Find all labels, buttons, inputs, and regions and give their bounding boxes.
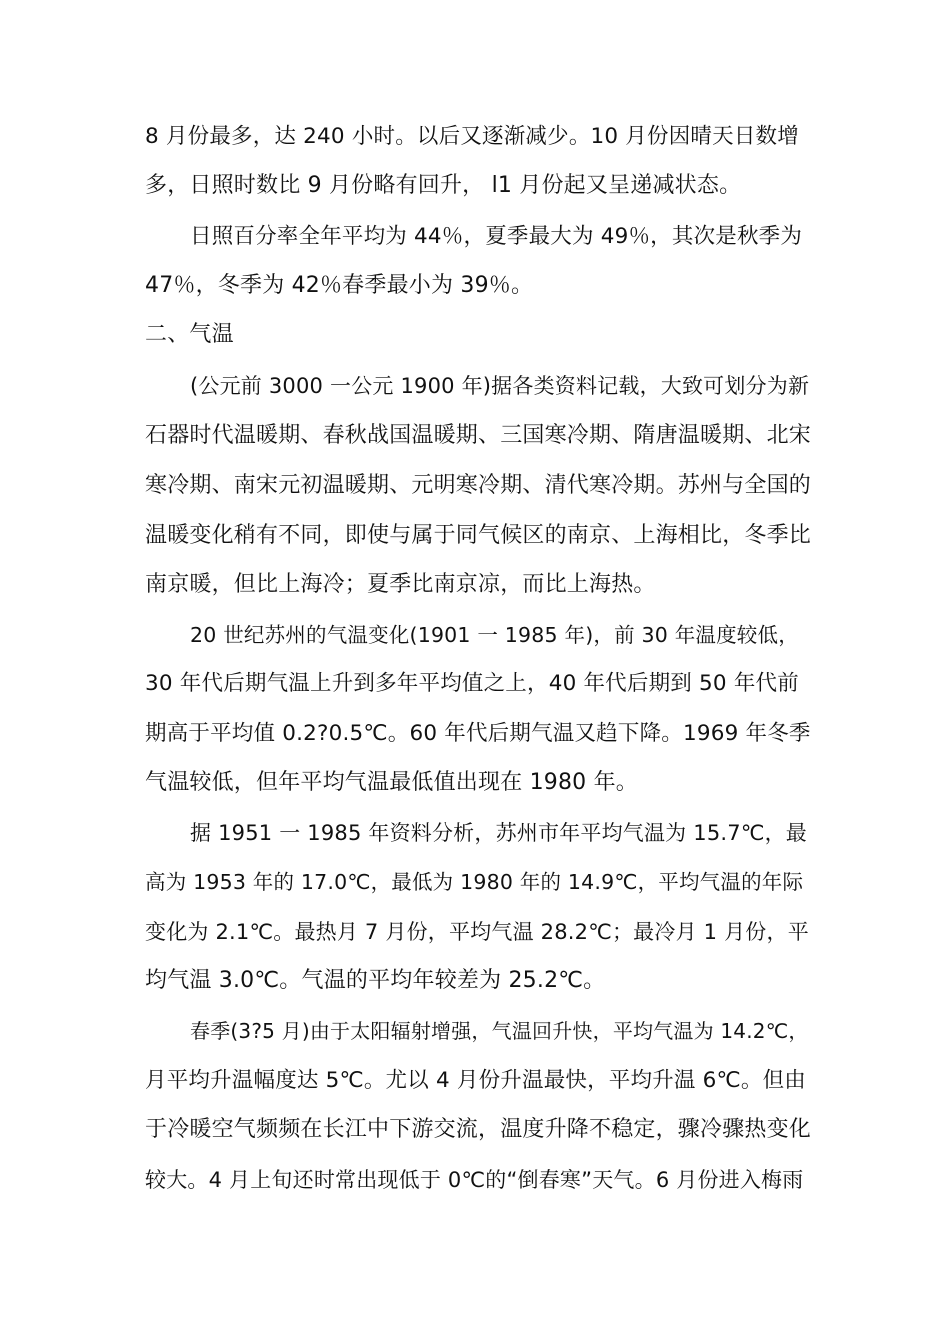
text-line: 于冷暖空气频频在长江中下游交流，温度升降不稳定，骤冷骤热变化	[145, 1117, 812, 1142]
paragraph-first-line: 日照百分率全年平均为 44％，夏季最大为 49％，其次是秋季为	[190, 224, 803, 249]
text-line: 高为 1953 年的 17.0℃，最低为 1980 年的 14.9℃，平均气温的年际	[145, 870, 804, 894]
paragraph-first-line: 据 1951 一 1985 年资料分析，苏州市年平均气温为 15.7℃，最	[190, 821, 808, 845]
text-line: 47％，冬季为 42％春季最小为 39％。	[145, 273, 534, 298]
text-line: 30 年代后期气温上升到多年平均值之上，40 年代后期到 50 年代前	[145, 671, 799, 696]
text-line: 气温较低，但年平均气温最低值出现在 1980 年。	[145, 770, 638, 795]
section-heading: 二、气温	[145, 322, 234, 347]
paragraph-first-line: 20 世纪苏州的气温变化(1901 一 1985 年)，前 30 年温度较低，	[190, 623, 799, 647]
text-line: 较大。4 月上旬还时常出现低于 0℃的“倒春寒”天气。6 月份进入梅雨	[145, 1168, 804, 1192]
paragraph-first-line: (公元前 3000 一公元 1900 年)据各类资料记载，大致可划分为新	[190, 374, 810, 398]
text-line: 8 月份最多，达 240 小时。以后又逐渐减少。10 月份因晴天日数增	[145, 124, 799, 149]
text-line: 多，日照时数比 9 月份略有回升， l1 月份起又呈递减状态。	[145, 173, 742, 198]
text-line: 石器时代温暖期、春秋战国温暖期、三国寒冷期、隋唐温暖期、北宋	[145, 423, 812, 448]
text-line: 寒冷期、南宋元初温暖期、元明寒冷期、清代寒冷期。苏州与全国的	[145, 473, 812, 498]
paragraph-first-line: 春季(3?5 月)由于太阳辐射增强，气温回升快，平均气温为 14.2℃，	[190, 1019, 809, 1043]
text-line: 期高于平均值 0.2?0.5℃。60 年代后期气温又趋下降。1969 年冬季	[145, 721, 811, 746]
text-line: 南京暖，但比上海冷；夏季比南京凉，而比上海热。	[145, 572, 656, 597]
text-line: 变化为 2.1℃。最热月 7 月份，平均气温 28.2℃；最冷月 1 月份，平	[145, 920, 809, 944]
text-line: 均气温 3.0℃。气温的平均年较差为 25.2℃。	[145, 968, 606, 993]
text-line: 温暖变化稍有不同，即使与属于同气候区的南京、上海相比，冬季比	[145, 523, 812, 548]
text-line: 月平均升温幅度达 5℃。尤以 4 月份升温最快，平均升温 6℃。但由	[145, 1068, 806, 1093]
